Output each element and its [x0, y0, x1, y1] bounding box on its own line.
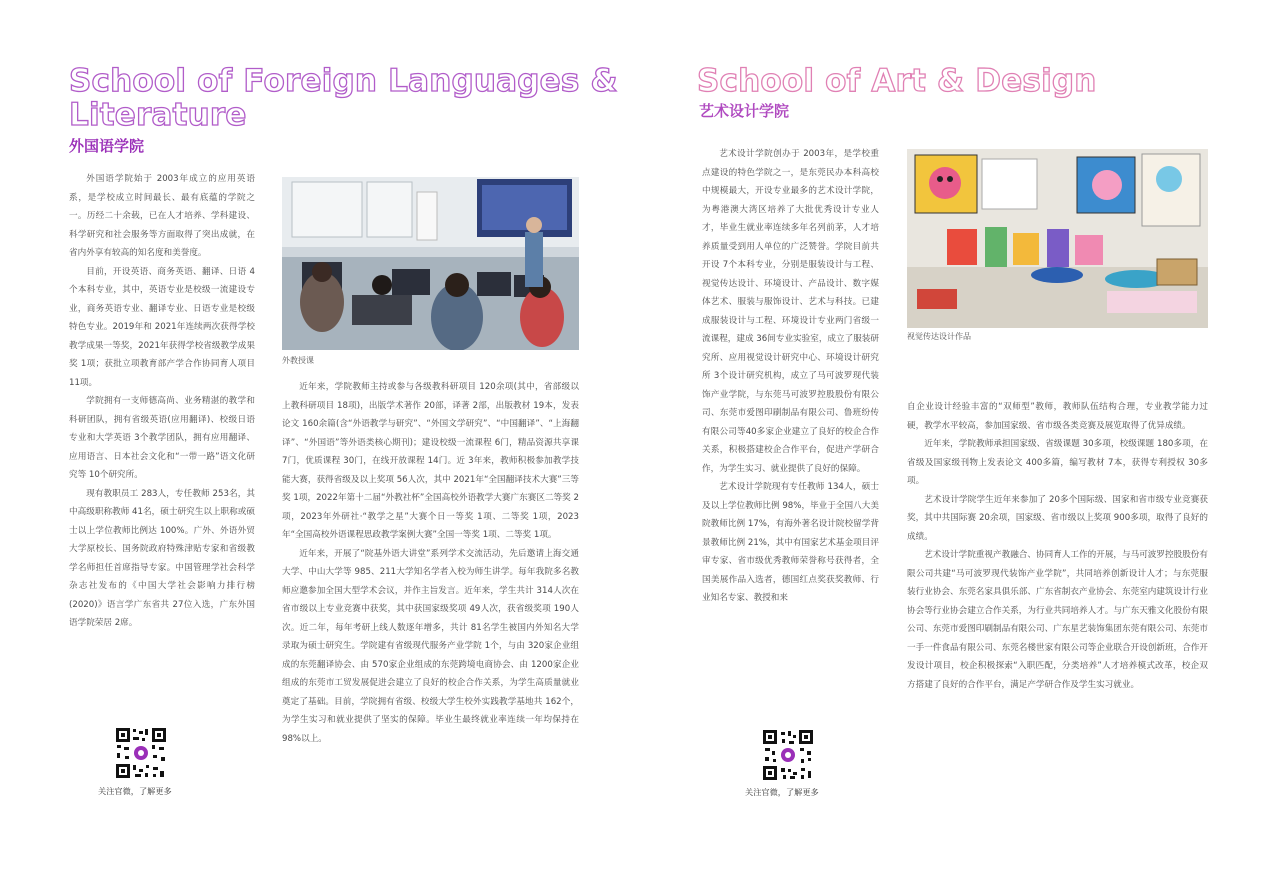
qr-code-graphic	[762, 729, 814, 781]
paragraph: 目前，开设英语、商务英语、翻译、日语 4个本科专业，其中，英语专业是校级一流建设专业，商务英语专业、翻译专业、日语专业是校级特色专业。2019年和 2021年连续两次获得学校教学成果一等奖，2021年获得学校省级教学成果奖 1项；获批立项教育部产学合作协同育人项目 11项。	[69, 266, 255, 388]
paragraph: 艺术设计学院创办于 2003年，是学校重点建设的特色学院之一，是东莞民办本科高校中规模最大，开设专业最多的艺术设计学院，为粤港澳大湾区培养了大批优秀设计专业人才，毕业生就业率连续多年名列前茅，人才培养质量受到用人单位的广泛赞誉。学院目前共开设 7个本科专业，分别是服装设计与工程、视觉传达设计、环境设计、产品设计、数字媒体艺术、服装与服饰设计、艺术与科技。已建成服装设计与工程、环境设计专业两门省级一流课程，建成 36间专业实验室，成立了服装研究所、应用视觉设计研究中心、环境设计研究所 3个设计研究机构，成立了马可波罗现代装饰产业学院，与东莞马可波罗控股股份有限公司、东莞市爱图印刷制品有限公司、鲁班纷传有限公司等40多家企业建立了良好的校企合作关系，积极搭建校企合作平台，促进产学研合作，为学生实习、就业提供了良好的保障。	[702, 149, 879, 474]
qr-code	[762, 729, 814, 781]
qr-caption: 关注官微，了解更多	[98, 786, 172, 796]
paragraph: 学院拥有一支师德高尚、业务精湛的教学和科研团队，拥有省级英语(应用翻译)、校级日语专业和大学英语 3个教学团队，拥有应用翻译、应用语言、日本社会文化和“一带一路”语文化研究等 10个研究所。	[69, 396, 255, 480]
qr-caption: 关注官微，了解更多	[745, 787, 819, 797]
qr-code-graphic	[115, 727, 167, 779]
left-column-1	[69, 170, 255, 633]
paragraph: 现有教职员工 283人，专任教师 253名，其中高级职称教师 41名，硕士研究生以上职称或硕士以上学位教师比例达 100%。广外、外语外贸大学原校长、国务院政府特殊津贴专家和省级教学名师担任首席指导专家。中国管理学社会科学杂志社发布的《中国大学社会影响力排行榜(2020)》语言学广东省共 27位入选，广东外国语学院荣居 2席。	[69, 488, 255, 628]
left-title-en-line1: School of Foreign Languages &	[69, 63, 618, 99]
paragraph: 艺术设计学院学生近年来参加了 20多个国际级、国家和省市级专业竞赛获奖，其中共国际赛 20余项，国家级、省市级以上奖项 900多项，取得了良好的成绩。	[907, 494, 1208, 542]
classroom-illustration	[282, 177, 579, 350]
paragraph: 外国语学院始于 2003年成立的应用英语系，是学校成立时间最长、最有底蕴的学院之一。历经二十余载，已在人才培养、学科建设、科学研究和社会服务等方面取得了突出成就，在省内外享有较高的知名度和美誉度。	[69, 174, 255, 258]
design-works-caption: 视觉传达设计作品	[907, 332, 971, 341]
paragraph: 近年来，学院教师主持或参与各级教科研项目 120余项(其中，省部级以上教科研项目 18项)，出版学术著作 20部，译著 2部，出版教材 19本，发表论文 160余篇(含“外语教学与研究”、“外国文学研究”、“中国翻译”、“上海翻译”、“外国语”等外语类核心期刊)；建设校级一流课程 6门，精品资源共享课 7门，优质课程 30门，在线开放课程 14门。近 3年来，教师积极参加教学技能大赛，获得省级及以上奖项 56人次，其中 2021年“全国翻译技术大赛”三等奖 1项，2022年第十二届“外教社杯”全国高校外语教学大赛广东赛区二等奖 2项，2023年外研社·“教学之星”大赛个日一等奖 1项、二等奖 1项，2023年“全国高校外语课程思政教学案例大赛”全国一等奖 1项、二等奖 1项。	[282, 382, 579, 540]
paragraph: 近年来，开展了“院基外语大讲堂”系列学术交流活动，先后邀请上海交通大学、中山大学等 985、211大学知名学者入校为师生讲学。每年我院多名教师应邀参加全国大型学术会议，并作主旨发言。近年来，学生共计 314人次在省市级以上专业竞赛中获奖，其中获国家级奖项 49人次，获省级奖项 190人次。近二年，每年考研上线人数逐年增多，共计 81名学生被国内外知名大学录取为硕士研究生。学院建有省级现代服务产业学院 1个，与由 320家企业组成的东莞翻译协会、由 570家企业组成的东莞跨境电商协会、由 1200家企业组成的东莞市工贸发展促进会建立了良好的校企合作关系，为学生高质量就业奠定了基础。目前，学院拥有省级、校级大学生校外实践教学基地共 162个，为学生实习和就业提供了坚实的保障。毕业生最终就业率连续一年均保持在 98%以上。	[282, 548, 579, 744]
design-works-photo	[907, 149, 1208, 328]
left-title-en-line2: Literature	[69, 97, 247, 133]
right-title-en: School of Art & Design	[697, 63, 1097, 99]
paragraph: 艺术设计学院现有专任教师 134人，硕士及以上学位教师比例 98%，毕业于全国八大美院教师比例 17%，有海外著名设计院校留学背景教师比例 21%，其中有国家艺术基金项目评审专家、省市级优秀教师荣誉称号获得者，全国美展作品入选者，德国红点奖获奖教师、行业知名专家、教授和来	[702, 482, 879, 603]
paragraph: 艺术设计学院重视产教融合、协同育人工作的开展，与马可波罗控股股份有限公司共建“马可波罗现代装饰产业学院”，共同培养创新设计人才；与东莞服装行业协会、东莞名家具俱乐部、广东省制衣产业协会、东莞室内建筑设计行业协会等行业协会建立合作关系，为行业共同培养人才。与广东天雅文化股份有限公司、东莞市爱图印刷制品有限公司、广东星艺装饰集团东莞有限公司、东莞市一手一件食品有限公司、东莞名楼世家有限公司等企业联合开设创新班，合作开发设计项目，校企积极探索“入职匹配，分类培养”人才培养模式改革，校企双方搭建了良好的合作平台，满足产学研合作及学生实习就业。	[907, 550, 1208, 690]
paragraph: 近年来，学院教师承担国家级、省级课题 30多项，校级课题 180多项，在省级及国家级刊物上发表论文 400多篇，编写教材 7本，获得专利授权 30多项。	[907, 439, 1208, 486]
left-column-2	[282, 378, 579, 748]
right-page	[640, 0, 1280, 874]
left-title-zh: 外国语学院	[69, 137, 145, 155]
classroom-photo	[282, 177, 579, 350]
classroom-photo-caption: 外教授课	[282, 356, 314, 365]
right-column-1	[702, 145, 879, 608]
right-title-zh: 艺术设计学院	[699, 102, 790, 120]
right-column-2	[907, 398, 1208, 694]
qr-code	[115, 727, 167, 779]
design-works-illustration	[907, 149, 1208, 328]
paragraph: 自企业设计经验丰富的“双师型”教师，教师队伍结构合理，专业教学能力过硬，教学水平较高，参加国家级、省市级各类竞赛及展览取得了优异成绩。	[907, 402, 1208, 431]
